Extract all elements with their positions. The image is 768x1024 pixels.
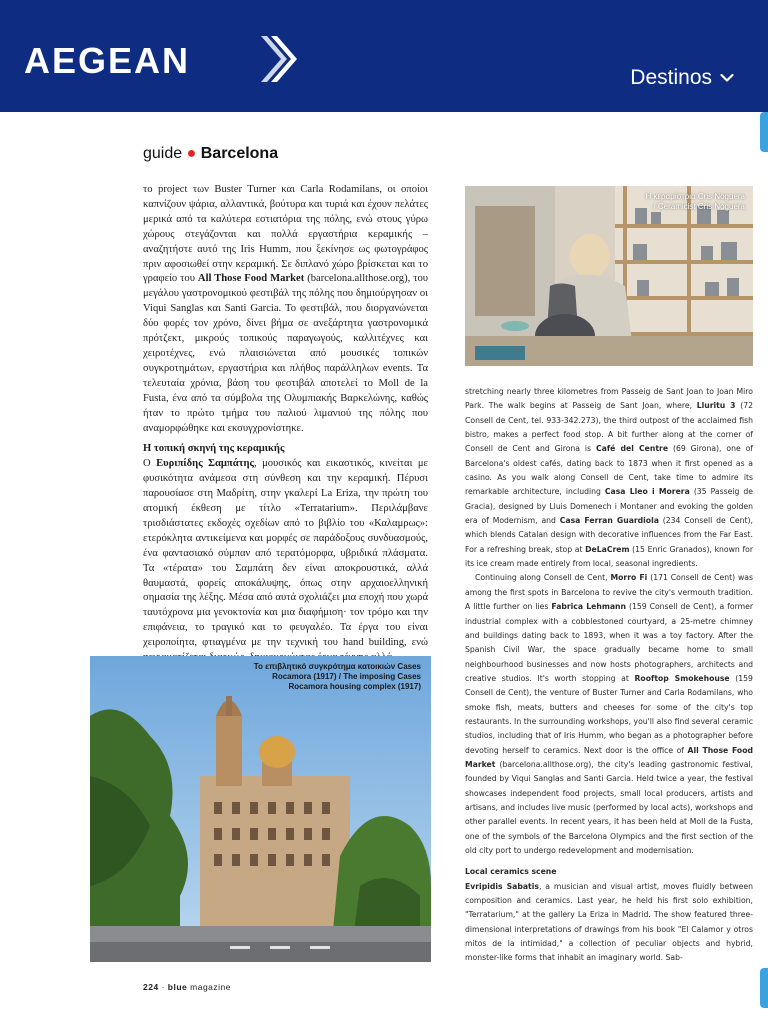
en-p1-a: stretching nearly three kilometres from Passeig de Sant Joan to Joan Miro Park. The walk begins at Passeig de Sant Joan, where [465, 387, 753, 411]
scroll-tab-bottom[interactable] [760, 968, 768, 1008]
english-paragraph-2 [465, 571, 753, 858]
en-p2-d: (159 Consell de Cent), a former industrial complex with a cobblestoned courtyard, a 25-metre chimney and buildings dating back to 1893, when it was a toy factory. After the Spanish Civil War, the space gradually became home to small neighbourhood businesses and now hosts photographers, architects and creative studios. It's worth stopping at [465, 602, 753, 683]
en-p1-c: (72 Consell de Cent, tel. 933-342.273), the third outpost of the acclaimed fish bistro, makes a perfect food stop. A bit further along at the corner of Consell de Cent and Girona is [465, 401, 753, 454]
building-caption-line-2: Rocamora (1917) / The imposing Cases [272, 672, 421, 681]
footer-suffix: magazine [190, 982, 231, 992]
page-footer [143, 982, 231, 992]
en-p2-b4: All Those Food Market [465, 745, 753, 769]
ceramist-photo-caption [645, 192, 745, 212]
en-p1-b1: Lluritu 3 [696, 401, 736, 411]
destinos-menu-button[interactable] [630, 66, 734, 90]
en-p1-b4: Casa Ferran Guardiola [559, 516, 659, 526]
greek-paragraph-1 [143, 183, 428, 436]
greek-p1-end: (barcelona.allthose.org), του μεγάλου γαστρονομικού φεστιβάλ της πόλης που δημιούργησαν οι Viqui Sanglas και Santi Garcia. Το φεστιβάλ, που διοργανώνεται δύο φορές τον χρόνο, δίνει βήμα σε ανεξάρτητα γαστρονομικά πρότζεκτ, μικρούς τοπικούς παραγωγούς, καλλιτέχνες και χειροτέχνες, ενώ πλαισιώνεται από μουσικές τοπικών συγκροτημάτων, εργαστήρια και πλήθος παράλληλων events. Τα τελευταία χρόνια, βάση του φεστιβάλ αποτελεί το Moll de la Fusta, ένα από τα σύμβολα της Ολυμπιακής Βαρκελώνης, καθώς ήταν το πρώτο τμήμα του παλιού λιμανιού της πόλης που αναμορφώθηκε και εκσυγχρονίστηκε. [143, 273, 428, 434]
footer-separator: · [161, 982, 165, 992]
en-p3-a: , a musician and visual artist, moves fluidly between composition and ceramics. Last year, he held his first solo exhibition, "Terratarium," at the gallery La Eriza in Madrid. The show featured three-dimensional interpretations of drawings from his book "El Calamor y otros mitos de la intimidad," a collection of peculiar objects and hybrid, monster-like forms that inhabit an imaginary world. Sab- [465, 881, 753, 963]
en-p2-b3: Rooftop Smokehouse [634, 673, 730, 683]
section-city: Barcelona [200, 145, 279, 162]
en-p1-g: (15 Enric Granados), known for its ice cream made entirely from local, seasonal ingredients. [465, 544, 754, 569]
greek-p2-prefix: Ο [143, 458, 151, 470]
footer-brand: blue [167, 982, 188, 992]
ceramist-photo-image [465, 186, 753, 366]
section-title [143, 145, 278, 163]
destinos-label: Destinos [630, 66, 712, 89]
english-article-column [465, 385, 753, 966]
building-caption-line-3: Rocamora housing complex (1917) [288, 682, 421, 691]
photo-building [90, 656, 431, 962]
en-p1-b3: Casa Lleo i Morera [604, 487, 690, 497]
en-p2-e: (159 Consell de Cent), the venture of Buster Turner and Carla Rodamilans, who smoke fish, meats, butters and cheeses for some of the city's top restaurants. In the surrounding workshops, you'll also find several ceramic studios, including that of Iris Humm, who began as a photographer before devoting herself to ceramics. Next door is the office of [465, 673, 753, 755]
english-heading: Local ceramics scene [465, 867, 557, 877]
en-p2-b2: Fabrica Lehmann [551, 602, 626, 612]
en-p2-c: (171 Consell de Cent) was among the first spots in Barcelona to revive the city's vermouth tradition. A little further on lies [465, 573, 754, 612]
greek-p2-bold: Ευριπίδης Σαμπάτης [156, 458, 255, 470]
aegean-logo[interactable]: AEGEAN [24, 40, 191, 81]
en-p1-b5: DeLaCrem [585, 544, 630, 554]
greek-paragraph-2 [143, 457, 428, 666]
scroll-tab-top[interactable] [760, 112, 768, 152]
building-photo-caption [254, 662, 421, 692]
building-caption-line-1: Το επιβλητικό συγκρότημα κατοικιών Cases [253, 662, 421, 671]
en-p1-d: (69 Girona), one of Barcelona's oldest cafés, dating back to 1873 when it first opened as a casino. As you walk along Consell de Cent, take time to admire its remarkable architecture, including [465, 444, 754, 497]
aegean-chevron-icon [255, 32, 301, 86]
greek-p1-bold: All Those Food Market [197, 273, 305, 285]
greek-heading: Η τοπική σκηνή της κεραμικής [143, 443, 285, 455]
page-number: 224 [143, 982, 159, 992]
photo-ceramist [465, 186, 753, 366]
en-p1-b2: Café del Centre [596, 444, 669, 454]
greek-p2-text: , μουσικός και εικαστικός, κινείται με φυσικότητα ανάμεσα στη σύνθεση και την κεραμική. Πέρυσι παρουσίασε στη Μαδρίτη, στην γκαλερί La Eriza, την πρώτη του ατομική έκθεση με τίτλο «Terratarium». Περιλάμβανε τρισδιάστατες εκδοχές σχεδίων από το βιβλίο του «Καλαμρως»: ετερόκλητα αντικείμενα και μορφές σε παράδοξους συνδυασμούς, ένα φαντασιακό σύμπαν από τερατόμορφα, υβριδικά πλάσματα. Τα «τέρατα» του Σαμπάτη δεν είναι αποκρουστικά, αλλά θαυμαστά, φορείς αποκάλυψης, όπως στην αρχαιοελληνική σημασία της λέξης. Μέσα από αυτά σχολιάζει μια εποχή που χωρά ταυτόχρονα μια γενοκτονία και μια διαφήμιση· τον τρόμο και την επιφάνεια, το τραγικό και το φευγαλέο. Τα έργα του είναι χειροποίητα, φτιαγμένα με την τεχνική του hand building, ενώ [143, 458, 428, 649]
english-paragraph-1: stretching nearly three kilometres from Passeig de Sant Joan to Joan Miro Park. The walk begins at Passeig de Sant Joan, where, Lluritu 3 (72 Consell de Cent, tel. 933-342.273), the third outpost of the acclaimed fish bistro, makes a perfect food stop. A bit further along at the corner of Consell de Cent and Girona is Café del Centre (69 Girona), one of Barcelona's oldest cafés, dating back to 1873 when it first opened as a casino. As you walk along Consell de Cent, take time to admire its remarkable architecture, including Casa Lleo i Morera (35 Passeig de Gracia), designed by Lluis Domenech i Montaner and evoking the golden era of Modernism, and Casa Ferran Guardiola (234 Consell de Cent), which blends Catalan design with decorative influences from the Far East. For a refreshing break, stop at DeLaCrem (15 Enric Granados), known for its ice cream made entirely from local, seasonal ingredients. [465, 387, 754, 569]
section-prefix: guide [143, 145, 183, 162]
en-p2-f: (barcelona.allthose.org), the city's leading gastronomic festival, founded by Viqui Sanglas and Santi Garcia. Held twice a year, the festival showcases independent food projects, small local producers, artists and artisans, and includes live music (performed by local acts), workshops and other parallel events. In recent years, it has been held at Moll de la Fusta, one of the symbols of the Barcelona Olympics and the first section of the old city port to undergo redevelopment and modernisation. [465, 759, 753, 855]
en-p1-e: (35 Passeig de Gracia), designed by Lluis Domenech i Montaner and evoking the golden era of Modernism, and [465, 487, 753, 526]
english-paragraph-3 [465, 880, 753, 966]
en-p1-f: (234 Consell de Cent), which blends Catalan design with decorative influences from the Far East. For a refreshing break, stop at [465, 516, 753, 554]
en-p3-b1: Evripidis Sabatis [465, 881, 539, 891]
building-photo-image [90, 656, 431, 962]
ceramist-caption-line-2: / Ceramicist Cris Noguera [653, 202, 745, 211]
section-bullet: ● [186, 145, 197, 162]
en-p2-a: Continuing along Consell de Cent, [475, 573, 608, 583]
chevron-down-icon [720, 73, 734, 83]
greek-p1-text: το project των Buster Turner και Carla Rodamilans, οι οποίοι καπνίζουν ψάρια, αλλαντικά, βούτυρα και τυριά και έχουν πελάτες μερικά από τα καλύτερα εστιατόρια της πόλης, ενώ στους γύρω χώρους στεγάζονται και πολλά εργαστήρια κεραμικής – αναζητήστε αυτό της Iris Humm, που ξεκίνησε ως φωτογράφος πριν αφοσιωθεί στην κεραμική. Σε διπλανό χώρο βρίσκεται και το γραφείο του [143, 184, 428, 285]
header-bar [0, 0, 768, 112]
en-p2-b1: Morro Fi [610, 573, 648, 583]
ceramist-caption-line-1: Η κεραμίστρια Cris Noguera [645, 192, 745, 201]
greek-article-column [143, 183, 428, 666]
